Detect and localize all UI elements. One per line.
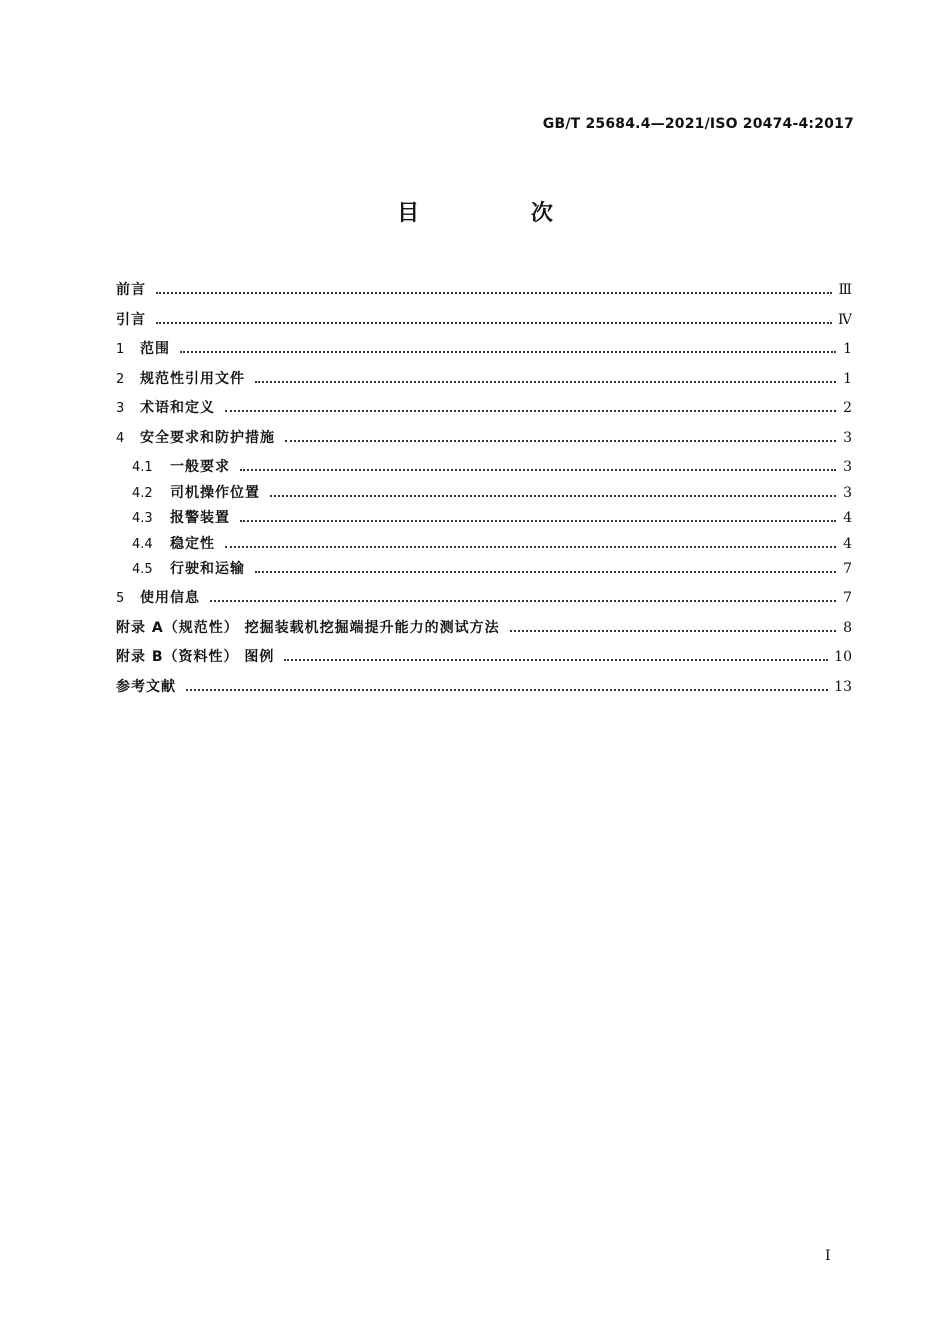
toc-entry-page: 13 <box>834 679 852 695</box>
toc-entry-page: 3 <box>843 459 852 475</box>
toc-entry-label: 术语和定义 <box>140 400 215 416</box>
toc-entry-bibliography[interactable] <box>116 676 852 698</box>
toc-entry-page: 7 <box>843 590 852 606</box>
toc-leader-dots <box>180 351 836 353</box>
toc-leader-dots <box>285 440 836 442</box>
toc-entry-number: 4 <box>116 431 125 446</box>
toc-leader-dots <box>284 659 828 661</box>
toc-title: 目 次 <box>397 201 605 226</box>
toc-entry-page: 1 <box>843 341 852 357</box>
toc-entry-label: 附录 A（规范性） 挖掘装载机挖掘端提升能力的测试方法 <box>116 620 500 636</box>
toc-entry-1[interactable] <box>116 338 852 360</box>
toc-entry-page: 7 <box>843 561 852 577</box>
toc-entry-preface[interactable] <box>116 279 852 301</box>
toc-entry-label: 规范性引用文件 <box>140 371 245 387</box>
toc-entry-label: 前言 <box>116 282 146 298</box>
toc-entry-number: 4.2 <box>132 486 153 501</box>
toc-entry-number: 3 <box>116 401 125 416</box>
toc-entry-3[interactable] <box>116 397 852 419</box>
toc-leader-dots <box>255 381 836 383</box>
toc-entry-number: 5 <box>116 591 125 606</box>
toc-entry-4-1[interactable] <box>132 456 852 478</box>
toc-entry-number: 2 <box>116 372 125 387</box>
toc-leader-dots <box>510 630 836 632</box>
toc-entry-page: 8 <box>843 620 852 636</box>
toc-leader-dots <box>186 689 828 691</box>
toc-entry-annex-a[interactable] <box>116 617 852 639</box>
toc-entry-label: 安全要求和防护措施 <box>140 430 275 446</box>
toc-entry-5[interactable] <box>116 587 852 609</box>
toc-entry-number: 4.1 <box>132 460 153 475</box>
toc-entry-label: 范围 <box>140 341 170 357</box>
toc-entry-2[interactable] <box>116 368 852 390</box>
toc-entry-page: 4 <box>843 510 852 526</box>
toc-leader-dots <box>255 571 836 573</box>
toc-leader-dots <box>240 469 836 471</box>
toc-entry-page: 4 <box>843 536 852 552</box>
toc-leader-dots <box>210 600 836 602</box>
toc-entry-page: Ⅲ <box>838 282 852 298</box>
toc-leader-dots <box>240 520 836 522</box>
toc-entry-label: 行驶和运输 <box>170 561 245 577</box>
toc-leader-dots <box>270 495 836 497</box>
toc-entry-page: Ⅳ <box>838 312 852 328</box>
toc-entry-number: 4.5 <box>132 562 153 577</box>
toc-leader-dots <box>225 546 836 548</box>
toc-entry-introduction[interactable] <box>116 309 852 331</box>
toc-entry-page: 10 <box>834 649 852 665</box>
toc-entry-4[interactable] <box>116 427 852 449</box>
toc-entry-label: 稳定性 <box>170 536 215 552</box>
page-number: I <box>825 1248 831 1264</box>
toc-entry-label: 使用信息 <box>140 590 200 606</box>
toc-entry-page: 2 <box>843 400 852 416</box>
toc-entry-4-4[interactable] <box>132 533 852 555</box>
toc-entry-label: 一般要求 <box>170 459 230 475</box>
toc-leader-dots <box>225 410 836 412</box>
toc-entry-label: 司机操作位置 <box>170 485 260 501</box>
toc-entry-page: 3 <box>843 430 852 446</box>
toc-leader-dots <box>156 322 832 324</box>
toc-entry-label: 报警装置 <box>170 510 230 526</box>
toc-entry-number: 4.4 <box>132 537 153 552</box>
toc-entry-page: 1 <box>843 371 852 387</box>
toc-entry-4-3[interactable] <box>132 507 852 529</box>
toc-entry-4-2[interactable] <box>132 482 852 504</box>
toc-entry-4-5[interactable] <box>132 558 852 580</box>
toc-entry-label: 引言 <box>116 312 146 328</box>
toc-entry-number: 1 <box>116 342 125 357</box>
toc-entry-annex-b[interactable] <box>116 646 852 668</box>
standard-number-header: GB/T 25684.4—2021/ISO 20474-4:2017 <box>542 116 854 132</box>
toc-entry-page: 3 <box>843 485 852 501</box>
toc-entry-label: 参考文献 <box>116 679 176 695</box>
toc-entry-number: 4.3 <box>132 511 153 526</box>
toc-entry-label: 附录 B（资料性） 图例 <box>116 649 275 665</box>
toc-leader-dots <box>156 292 832 294</box>
